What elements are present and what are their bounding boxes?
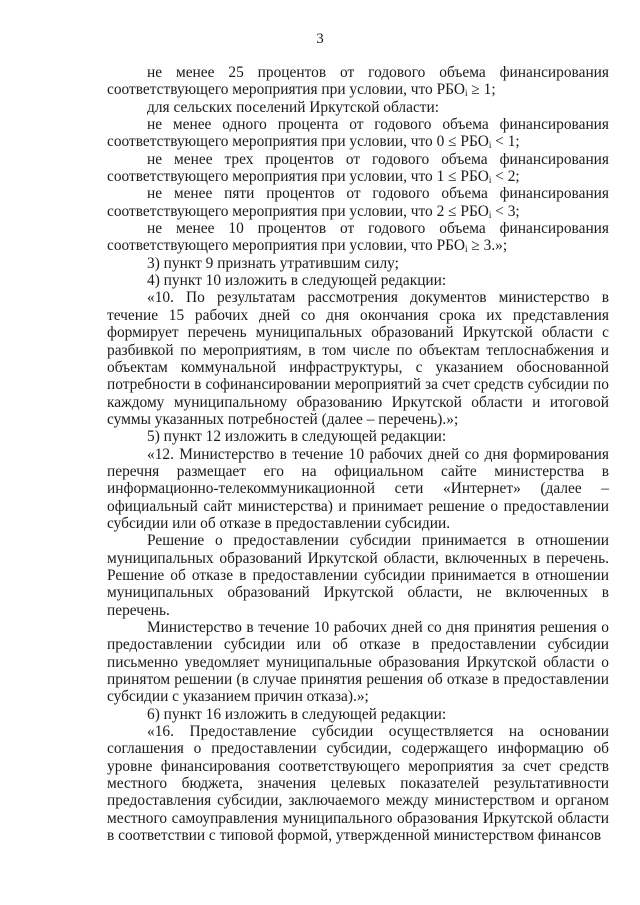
paragraph-item-6: 6) пункт 16 изложить в следующей редакции: — [147, 705, 447, 723]
page-number: 3 — [316, 31, 324, 47]
paragraph-rural-threshold-3: не менее трех процентов от годового объема финансирования соответствующего мероприятия при условии, что $1 \le РБО_i < 2$; — [107, 150, 609, 186]
paragraph-item-3: 3) пункт 9 признать утратившим силу; — [147, 254, 399, 272]
paragraph-rural-threshold-10: не менее 10 процентов от годового объема финансирования соответствующего мероприятия при условии, что $РБО_i \ge 3$.»; — [107, 220, 609, 255]
paragraph-item-5: 5) пункт 12 изложить в следующей редакции: — [147, 428, 447, 446]
paragraph-clause-12: «12. Министерство в течение 10 рабочих дней со дня формирования перечня размещает его на официальном сайте министерства в информационно-телекоммуникационной сети «Интернет» (далее – официальный сайт министерства) и принимает решение о предоставлении субсидии или об отказе в предоставлении субсидии. — [107, 445, 609, 532]
paragraph-clause-16: «16. Предоставление субсидии осуществляется на основании соглашения о предоставлении субсидии, содержащего информацию об уровне финансирования соответствующего мероприятия за счет средств местного бюджета, значения целевых показателей результативности предоставления субсидии, заключаемого между министерством и органом местного самоуправления муниципального образования Иркутской области в соответствии с типовой формой, утвержденной министерством финансов — [107, 723, 609, 845]
paragraph-notification: Министерство в течение 10 рабочих дней со дня принятия решения о предоставлении субсидии или об отказе в предоставлении субсидии письменно уведомляет муниципальные образования Иркутской области о принятом решении (в случае принятия решения об отказе в предоставлении субсидии с указанием причин отказа).»; — [107, 619, 609, 706]
paragraph-rural-threshold-5: не менее пяти процентов от годового объема финансирования соответствующего мероприятия при условии, что $2 \le РБО_i < 3$; — [107, 185, 609, 220]
paragraph-urban-threshold-25: не менее 25 процентов от годового объема финансирования соответствующего мероприятия при условии, что $РБО_i \ge 1$; — [107, 64, 609, 99]
paragraph-rural-threshold-1: не менее одного процента от годового объема финансирования соответствующего мероприятия при условии, что $0 \le РБО_i < 1$; — [107, 116, 609, 151]
paragraph-decision: Решение о предоставлении субсидии принимается в отношении муниципальных образований Иркутской области, включенных в перечень. Решение об отказе в предоставлении субсидии принимается в отношении муниципальных образований Иркутской области, не включенных в перечень. — [107, 532, 609, 619]
document-body — [107, 64, 609, 844]
paragraph-rural-heading: для сельских поселений Иркутской области: — [147, 98, 440, 116]
paragraph-clause-10: «10. По результатам рассмотрения документов министерство в течение 15 рабочих дней со дня окончания срока их представления формирует перечень муниципальных образований Иркутской области с разбивкой по мероприятиям, в том числе по объектам теплоснабжения и объектам коммунальной инфраструктуры, с указанием обоснованной потребности в софинансировании мероприятий за счет средств субсидии по каждому муниципальному образованию Иркутской области и итоговой суммы указанных потребностей (далее – перечень).»; — [107, 289, 609, 428]
paragraph-item-4: 4) пункт 10 изложить в следующей редакции: — [147, 272, 447, 290]
